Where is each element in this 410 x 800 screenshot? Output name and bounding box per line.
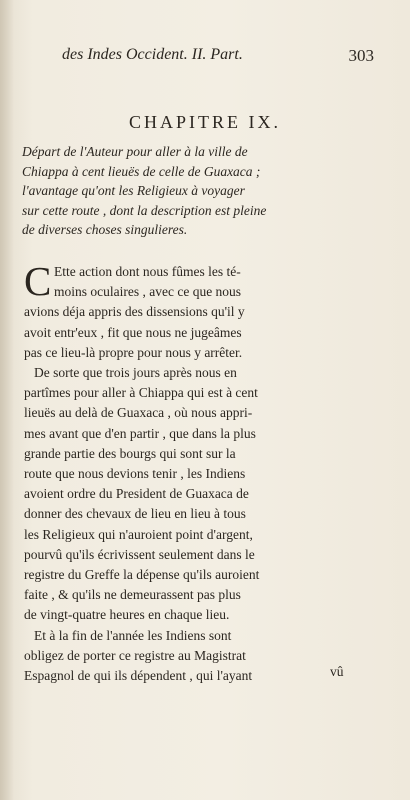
text-line: De sorte que trois jours après nous en bbox=[34, 365, 237, 381]
text-line: grande partie des bourgs qui sont sur la bbox=[24, 445, 236, 461]
text-line: Espagnol de qui ils dépendent , qui l'ayant bbox=[24, 668, 253, 684]
chapter-summary bbox=[22, 142, 364, 240]
text-line: faite , & qu'ils ne demeurassent pas plus bbox=[24, 587, 241, 603]
running-head-title: des Indes Occident. II. Part. bbox=[62, 46, 243, 63]
text-line: pas ce lieu-là propre pour nous y arrêter. bbox=[24, 344, 243, 360]
text-line: obligez de porter ce registre au Magistrat bbox=[24, 647, 246, 663]
paragraph-3 bbox=[24, 626, 370, 687]
summary-line: de diverses choses singulieres. bbox=[22, 222, 188, 237]
text-line: pourvû qu'ils écrivissent seulement dans le bbox=[24, 546, 255, 562]
running-head bbox=[62, 46, 374, 66]
text-line: Et à la fin de l'année les Indiens sont bbox=[34, 627, 232, 643]
text-line: avoient ordre du President de Guaxaca de bbox=[24, 486, 249, 502]
text-line: lieuës au delà de Guaxaca , où nous appri- bbox=[24, 405, 253, 421]
text-line: route que nous devions tenir , les Indiens bbox=[24, 466, 246, 482]
text-line: Ette action dont nous fûmes les té- bbox=[54, 264, 241, 279]
text-line: donner des chevaux de lieu en lieu à tous bbox=[24, 506, 246, 522]
body-text bbox=[24, 258, 370, 686]
drop-cap: C bbox=[24, 258, 52, 304]
catchword: vû bbox=[330, 664, 344, 679]
text-line: mes avant que d'en partir , que dans la plus bbox=[24, 425, 256, 441]
summary-line: sur cette route , dont la description est pleine bbox=[22, 202, 267, 218]
text-line: moins oculaires , avec ce que nous bbox=[54, 284, 242, 300]
paragraph-1 bbox=[24, 258, 370, 363]
text-line: les Religieux qui n'auroient point d'argent, bbox=[24, 526, 253, 542]
text-line: registre du Greffe la dépense qu'ils auroient bbox=[24, 567, 260, 583]
text-line: avions déja appris des dissensions qu'il y bbox=[24, 304, 245, 320]
summary-line: Départ de l'Auteur pour aller à la ville de bbox=[22, 144, 248, 159]
text-line: avoit entr'eux , fit que nous ne jugeâmes bbox=[24, 324, 242, 340]
chapter-heading: CHAPITRE IX. bbox=[129, 112, 281, 132]
text-line: partîmes pour aller à Chiappa qui est à cent bbox=[24, 385, 258, 401]
summary-line: l'avantage qu'ont les Religieux à voyager bbox=[22, 183, 245, 198]
paragraph-2 bbox=[24, 363, 370, 626]
text-line: de vingt-quatre heures en chaque lieu. bbox=[24, 607, 230, 623]
summary-line: Chiappa à cent lieuës de celle de Guaxaca ; bbox=[22, 163, 261, 179]
page-number: 303 bbox=[348, 46, 374, 65]
